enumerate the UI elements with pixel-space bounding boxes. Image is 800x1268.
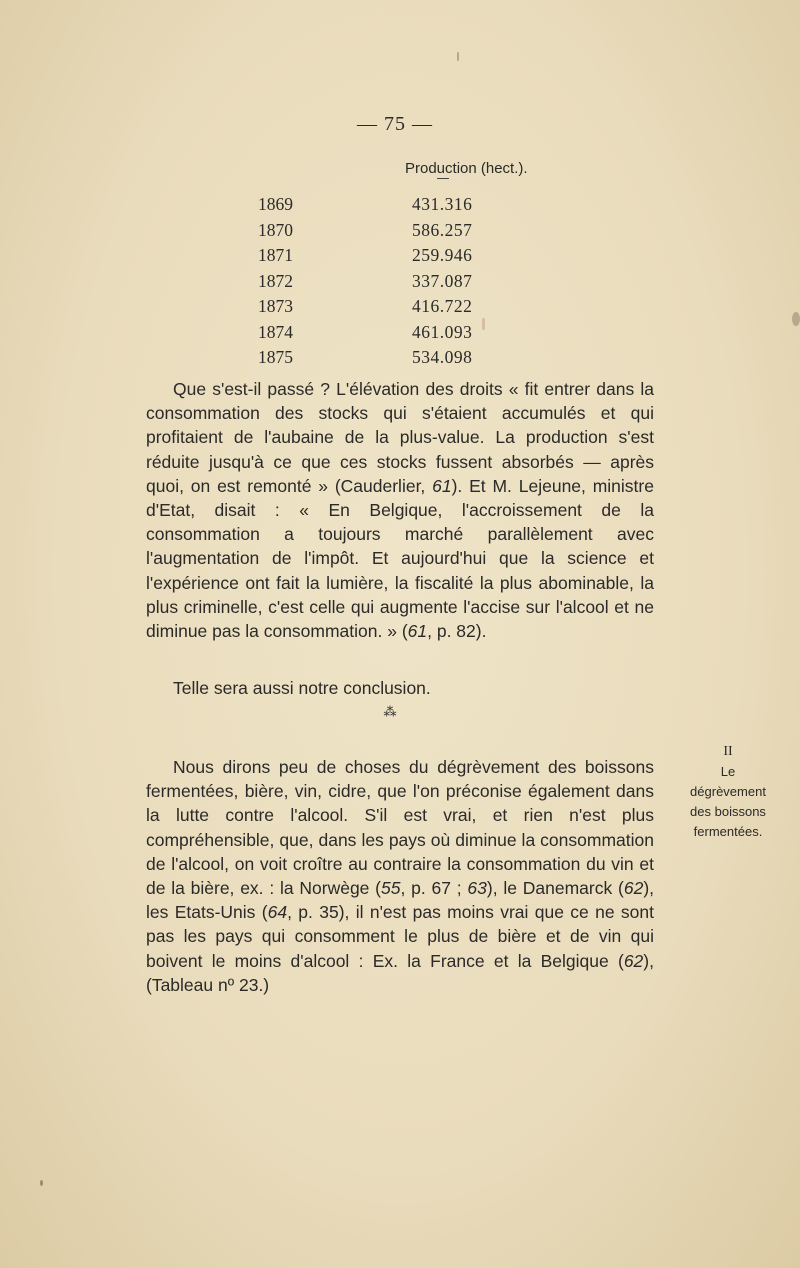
- paragraph: [146, 755, 654, 997]
- paper-speck: [792, 312, 800, 326]
- paper-speck: [40, 1180, 43, 1186]
- year-cell: 1875: [258, 347, 293, 367]
- reference-number: 55: [381, 878, 401, 899]
- text-run: Que s'est-il passé ? L'élévation des droits « fit entrer dans la consommation des stocks qui s'étaient accumulés et qui profitaient de l'aubaine de la plus-value. La production s'est réduite jusqu'à ce que ces stocks fussent absorbés — après quoi, on est remonté » (Cauderlier,: [146, 379, 654, 496]
- paper-speck: [457, 52, 459, 61]
- paper-speck: [482, 318, 485, 330]
- reference-number: 64: [267, 902, 288, 923]
- text-run: , p. 82).: [427, 621, 487, 642]
- table-row: [0, 296, 800, 322]
- reference-number: 62: [623, 878, 644, 899]
- margin-note-section: II: [723, 744, 733, 759]
- table-column-header: Production (hect.).: [405, 160, 528, 177]
- text-run: ), les Etats-Unis (: [146, 878, 655, 923]
- text-run: ). Et M. Lejeune, ministre d'Etat, disait : « En Belgique, l'accroissement de la consommation a toujours marché parallèlement avec l'augmentation de l'impôt. Et aujourd'hui que la science et l'expérience ont fait la lumière, la fiscalité la plus abominable, la plus criminelle, c'est celle qui augmente l'accise sur l'alcool et ne diminue pas la consommation. » (: [146, 475, 654, 642]
- margin-note-line: fermentées.: [693, 824, 763, 839]
- conclusion-line: Telle sera aussi notre conclusion.: [173, 678, 431, 698]
- value-cell: 431.316: [412, 194, 473, 214]
- text-run: ), (Tableau nº 23.): [146, 950, 654, 995]
- value-cell: 337.087: [412, 270, 473, 291]
- value-cell: 461.093: [412, 321, 473, 342]
- year-cell: 1874: [258, 321, 293, 342]
- paragraph: [146, 377, 654, 643]
- margin-note-line: des boissons: [690, 804, 766, 819]
- table-row: [0, 245, 800, 271]
- paragraph-block: [146, 755, 654, 997]
- reference-number: 62: [623, 950, 644, 971]
- value-cell: 416.722: [412, 296, 473, 316]
- table-row: [0, 194, 800, 220]
- margin-note: [664, 742, 792, 842]
- text-run: Nous dirons peu de choses du dégrèvement des boissons fermentées, bière, vin, cidre, que l'on préconise également dans la lutte contre l'alcool. S'il est vrai, et rien n'est plus compréhensible, que, dans les pays où diminue la consommation de l'alcool, on voit croître au contraire la consommation du vin et de la bière, ex. : la Norwège (: [146, 757, 654, 899]
- table-row: [0, 322, 800, 348]
- year-cell: 1869: [258, 194, 293, 214]
- table-row: [0, 347, 800, 373]
- value-cell: 586.257: [412, 219, 473, 240]
- year-cell: 1873: [258, 296, 293, 316]
- page-number: — 75 —: [357, 113, 433, 135]
- margin-note-line: dégrèvement: [690, 784, 766, 799]
- text-run: , p. 67 ;: [400, 878, 468, 899]
- year-cell: 1871: [258, 245, 293, 265]
- value-cell: 534.098: [412, 347, 473, 367]
- year-cell: 1872: [258, 270, 293, 291]
- conclusion-block: [146, 676, 654, 700]
- header-rule: [437, 178, 449, 179]
- value-cell: 259.946: [412, 245, 473, 265]
- asterism-ornament: ⁂: [383, 704, 397, 719]
- production-table: [0, 194, 800, 373]
- table-row: [0, 220, 800, 246]
- reference-number: 63: [467, 878, 487, 899]
- table-row: [0, 271, 800, 297]
- text-run: , p. 35), il n'est pas moins vrai que ce ne sont pas les pays qui consomment le plus de bière et de vin qui boivent le moins d'alcool : Ex. la France et la Belgique (: [146, 902, 654, 971]
- paragraph-block: [146, 377, 654, 643]
- reference-number: 61: [432, 475, 452, 496]
- reference-number: 61: [407, 621, 428, 642]
- year-cell: 1870: [258, 219, 293, 240]
- text-run: ), le Danemarck (: [486, 878, 624, 899]
- margin-note-line: Le: [720, 764, 736, 779]
